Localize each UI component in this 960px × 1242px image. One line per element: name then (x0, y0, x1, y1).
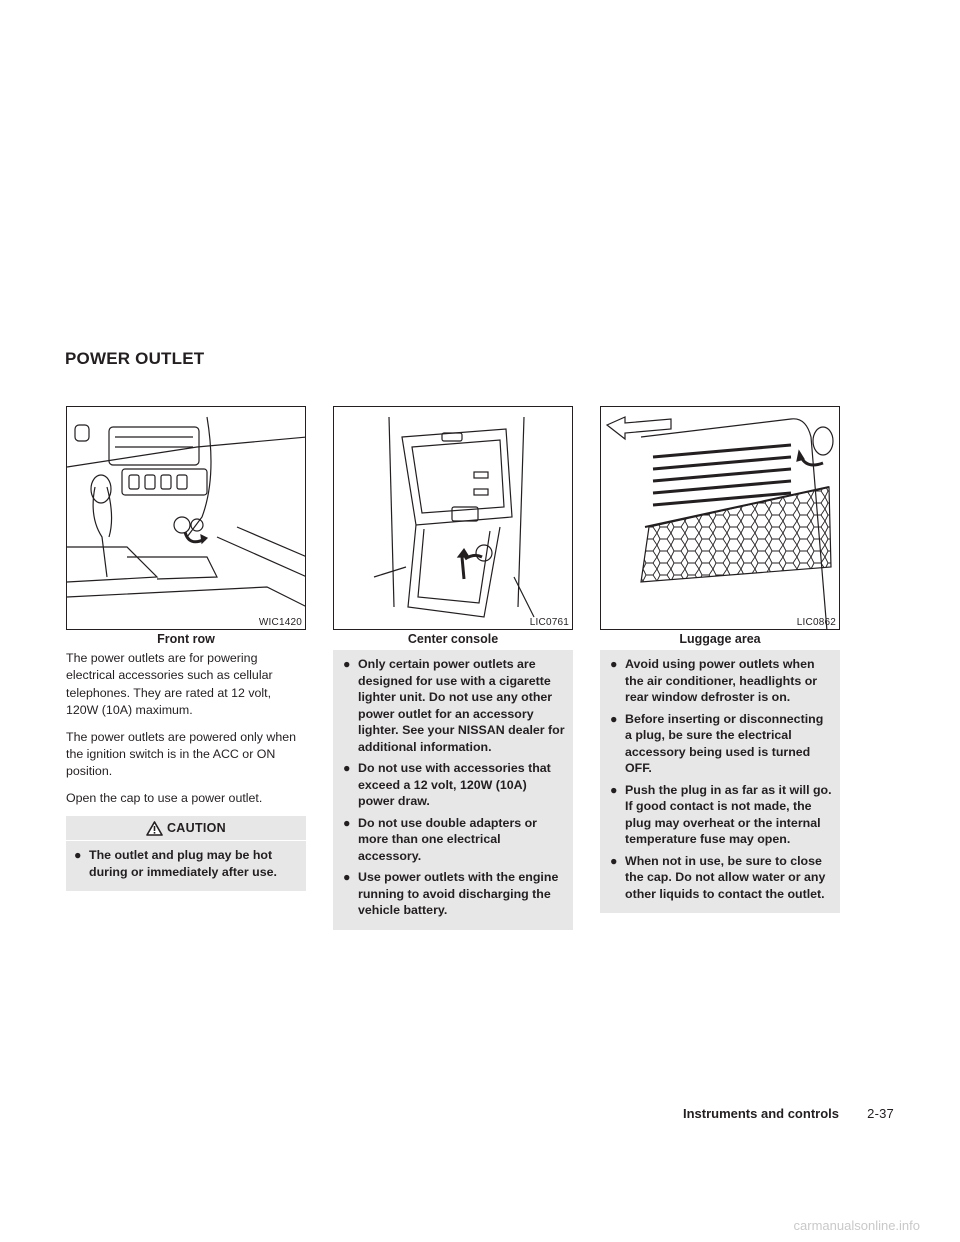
bullet-icon: ● (610, 711, 618, 726)
caution-item: ● The outlet and plug may be hot during or immediately after use. (74, 848, 277, 879)
warning-item: ● Avoid using power outlets when the air conditioner, headlights or rear window defroster is on. (610, 657, 818, 704)
warning-item: ● Do not use double adapters or more than one electrical accessory. (343, 815, 537, 863)
warning-item: ● Push the plug in as far as it will go. If good contact is not made, the plug may overheat or the internal temperature fuse may open. (610, 782, 832, 846)
paragraph-rating: The power outlets are for powering electrical accessories such as cellular telephones. They are rated at 12 volt, 120W (10A) maximum. (66, 651, 273, 718)
warning-item: ● Only certain power outlets are designed for use with a cigarette lighter unit. Do not use any other power outlet for an accessory lighter. See your NISSAN dealer for additional information. (343, 657, 565, 754)
warning-triangle-icon (146, 821, 163, 836)
warning-list-box (333, 650, 573, 930)
bullet-icon: ● (343, 761, 351, 775)
caution-header (66, 816, 306, 841)
front-row-illustration (67, 407, 306, 630)
bullet-icon: ● (343, 870, 351, 884)
warning-item: ● Do not use with accessories that exceed a 12 volt, 120W (10A) power draw. (343, 761, 551, 808)
caution-title: CAUTION (166, 821, 227, 836)
bullet-icon: ● (343, 657, 351, 671)
luggage-area-illustration (601, 407, 840, 630)
warning-item: ● Use power outlets with the engine running to avoid discharging the vehicle battery. (343, 870, 559, 917)
figure-caption-luggage-area: Luggage area (679, 632, 761, 646)
column-2 (333, 650, 573, 930)
center-console-illustration (334, 407, 573, 630)
luggage-area-figure (600, 406, 840, 630)
watermark: carmanualsonline.info (793, 1218, 920, 1233)
figure-caption-front-row: Front row (157, 632, 215, 646)
footer-section-title: Instruments and controls (682, 1106, 839, 1121)
paragraph-ignition: The power outlets are powered only when the ignition switch is in the ACC or ON position. (66, 729, 297, 779)
center-console-figure (333, 406, 573, 630)
bullet-icon: ● (610, 657, 618, 671)
warning-item: ● Before inserting or disconnecting a plug, be sure the electrical accessory being used is turned OFF. (610, 711, 824, 775)
column-3 (600, 650, 840, 913)
caution-box (66, 816, 306, 891)
column-1 (66, 650, 306, 891)
front-row-figure (66, 406, 306, 630)
warning-list-box (600, 650, 840, 913)
page-number: 2-37 (867, 1106, 894, 1121)
bullet-icon: ● (610, 782, 618, 797)
figure-code: LIC0761 (529, 617, 569, 628)
warning-item: ● When not in use, be sure to close the cap. Do not allow water or any other liquids to contact the outlet. (610, 853, 826, 901)
figure-code: LIC0862 (796, 617, 836, 628)
bullet-icon: ● (74, 848, 82, 863)
paragraph-open-cap: Open the cap to use a power outlet. (66, 790, 263, 805)
bullet-icon: ● (343, 815, 351, 830)
figure-caption-center-console: Center console (407, 632, 499, 646)
bullet-icon: ● (610, 853, 618, 868)
section-title: POWER OUTLET (65, 349, 205, 368)
figure-code: WIC1420 (258, 617, 302, 628)
